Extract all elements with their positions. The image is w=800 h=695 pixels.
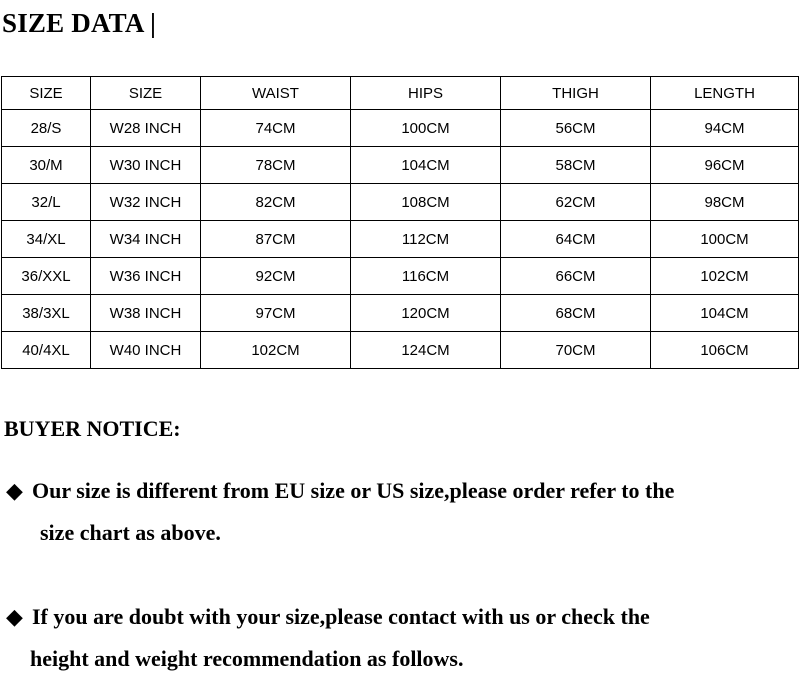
cell-waist: 82CM	[201, 184, 351, 221]
cell-size-inch: W28 INCH	[91, 110, 201, 147]
notice-text-line: height and weight recommendation as follows.	[30, 646, 464, 671]
cell-length: 100CM	[651, 221, 799, 258]
cell-size: 34/XL	[2, 221, 91, 258]
size-table	[1, 76, 799, 369]
cell-thigh: 68CM	[501, 295, 651, 332]
notice-item	[6, 596, 650, 680]
table-row	[2, 332, 799, 369]
cell-hips: 116CM	[351, 258, 501, 295]
table-header-row	[2, 77, 799, 110]
cell-hips: 112CM	[351, 221, 501, 258]
column-header-length: LENGTH	[651, 77, 799, 110]
cell-waist: 74CM	[201, 110, 351, 147]
cell-size-inch: W36 INCH	[91, 258, 201, 295]
cell-size-inch: W34 INCH	[91, 221, 201, 258]
cell-thigh: 56CM	[501, 110, 651, 147]
cell-size: 32/L	[2, 184, 91, 221]
cell-waist: 102CM	[201, 332, 351, 369]
cell-hips: 100CM	[351, 110, 501, 147]
cell-length: 98CM	[651, 184, 799, 221]
cell-hips: 108CM	[351, 184, 501, 221]
table-row	[2, 295, 799, 332]
cell-size: 30/M	[2, 147, 91, 184]
cell-hips: 104CM	[351, 147, 501, 184]
column-header-size-inch: SIZE	[91, 77, 201, 110]
notice-text-line: If you are doubt with your size,please contact with us or check the	[32, 604, 650, 629]
cell-size: 36/XXL	[2, 258, 91, 295]
cell-length: 104CM	[651, 295, 799, 332]
notice-item	[6, 470, 674, 554]
page-title: SIZE DATA |	[2, 8, 157, 38]
buyer-notice-heading: BUYER NOTICE:	[4, 416, 181, 441]
cell-thigh: 70CM	[501, 332, 651, 369]
notice-text-line: Our size is different from EU size or US size,please order refer to the	[32, 478, 675, 503]
table-row	[2, 221, 799, 258]
table-row	[2, 110, 799, 147]
diamond-bullet-icon: ◆	[6, 604, 23, 629]
cell-length: 96CM	[651, 147, 799, 184]
cell-size-inch: W32 INCH	[91, 184, 201, 221]
cell-waist: 78CM	[201, 147, 351, 184]
cell-thigh: 62CM	[501, 184, 651, 221]
cell-length: 106CM	[651, 332, 799, 369]
table-row	[2, 258, 799, 295]
column-header-hips: HIPS	[351, 77, 501, 110]
cell-size: 38/3XL	[2, 295, 91, 332]
cell-waist: 92CM	[201, 258, 351, 295]
cell-hips: 124CM	[351, 332, 501, 369]
column-header-thigh: THIGH	[501, 77, 651, 110]
diamond-bullet-icon: ◆	[6, 478, 23, 503]
cell-size: 28/S	[2, 110, 91, 147]
cell-thigh: 64CM	[501, 221, 651, 258]
cell-hips: 120CM	[351, 295, 501, 332]
notice-text-line: size chart as above.	[40, 520, 221, 545]
cell-size-inch: W40 INCH	[91, 332, 201, 369]
cell-size-inch: W38 INCH	[91, 295, 201, 332]
cell-thigh: 66CM	[501, 258, 651, 295]
cell-waist: 87CM	[201, 221, 351, 258]
cell-length: 102CM	[651, 258, 799, 295]
cell-length: 94CM	[651, 110, 799, 147]
cell-waist: 97CM	[201, 295, 351, 332]
column-header-waist: WAIST	[201, 77, 351, 110]
table-row	[2, 184, 799, 221]
cell-size: 40/4XL	[2, 332, 91, 369]
table-row	[2, 147, 799, 184]
cell-thigh: 58CM	[501, 147, 651, 184]
cell-size-inch: W30 INCH	[91, 147, 201, 184]
column-header-size: SIZE	[2, 77, 91, 110]
